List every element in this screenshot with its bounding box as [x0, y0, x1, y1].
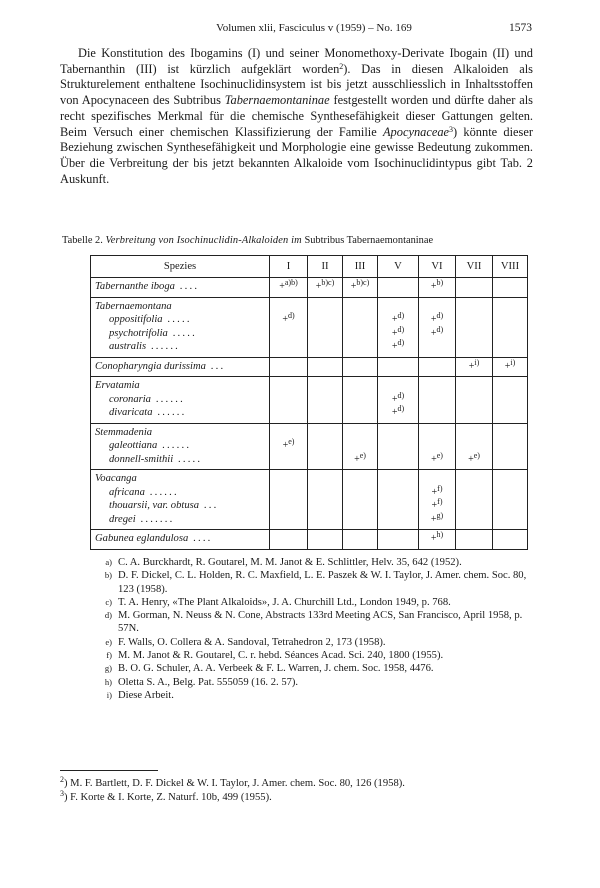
reference-label: e)	[105, 636, 112, 647]
mark-cell	[456, 297, 493, 357]
footnote-ref-3[interactable]: 3	[449, 124, 454, 134]
mark-cell	[308, 297, 343, 357]
footnote-item	[60, 777, 540, 791]
footnote-number: 2	[60, 775, 64, 784]
column-header: III	[343, 256, 378, 278]
reference-item	[90, 636, 527, 649]
table-header-row	[91, 256, 528, 278]
species-name: donnell-smithii	[109, 453, 174, 465]
reference-label: i)	[106, 689, 112, 700]
mark-cell	[378, 470, 419, 530]
table-caption	[62, 235, 540, 246]
mark-cell	[270, 470, 308, 530]
column-header: V	[378, 256, 419, 278]
mark-cell	[343, 377, 378, 424]
mark-cell	[378, 278, 419, 298]
reference-label: d)	[104, 610, 112, 621]
mark-cell: +$^{a)b)}$	[270, 278, 308, 298]
mark-cell	[270, 530, 308, 550]
species-cell: Tabernaemontana oppositifolia ..... psychotrifolia ..... australis ......	[91, 297, 270, 357]
mark-cell	[308, 470, 343, 530]
species-cell: Stemmadenia galeottiana ...... donnell-smithii .....	[91, 423, 270, 470]
mark-cell: +$^{d)}$ +$^{d)}$	[378, 377, 419, 424]
table-row	[91, 470, 528, 530]
mark-cell	[456, 377, 493, 424]
species-name: Voacanga	[95, 473, 137, 484]
footnote-ref-2[interactable]: 2	[339, 61, 344, 71]
column-header: VII	[456, 256, 493, 278]
mark-cell	[308, 530, 343, 550]
mark-cell	[343, 297, 378, 357]
reference-label: c)	[105, 596, 112, 607]
reference-item	[90, 556, 527, 569]
mark-cell	[308, 357, 343, 377]
body-text-2: ). Das in diesen Alkaloiden als Strukturelement enthaltene Isochinuclidinsystem ist bis jetzt ausschliesslich in Inhaltsstoffen von Apocynaceen des Subtribus	[60, 61, 533, 108]
species-name: Conopharyngia durissima	[95, 360, 206, 372]
mark-cell	[378, 423, 419, 470]
reference-label: h)	[104, 676, 112, 687]
mark-cell	[378, 530, 419, 550]
page-number: 1573	[509, 22, 532, 34]
reference-item	[90, 609, 527, 636]
mark-cell	[456, 470, 493, 530]
species-cell: Ervatamia coronaria ...... divaricata ......	[91, 377, 270, 424]
body-term-tabernaemontaninae: Tabernaemontaninae	[224, 93, 330, 108]
mark-cell	[343, 470, 378, 530]
reference-text: M. M. Janot & R. Goutarel, C. r. hebd. Séances Acad. Sci. 240, 1800 (1955).	[118, 650, 444, 662]
body-text-3: festgestellt worden und dürfte daher als recht spezifisches Merkmal für die chemische Synthesefähigkeit dieser Gattungen gelten. Beim Versuch einer chemischen Klassifizierung der Familie	[60, 93, 533, 139]
mark-cell: +$^{d)}$	[270, 297, 308, 357]
mark-cell	[456, 530, 493, 550]
species-cell: Voacanga africana ...... thouarsii, var. obtusa ... dregei .......	[91, 470, 270, 530]
mark-cell: +$^{i)}$	[493, 357, 528, 377]
reference-item	[90, 649, 527, 662]
mark-cell	[270, 377, 308, 424]
mark-cell	[493, 423, 528, 470]
mark-cell	[343, 530, 378, 550]
body-text-4: ) könnte dieser Beziehung zwischen Synthesefähigkeit und Morphologie eine gewisse Bedeutung zukommen. Über die Verbreitung der bis jetzt bekannten Alkaloide vom Isochinuclidintypus gibt Tab. 2 Auskunft.	[60, 124, 533, 186]
mark-cell	[493, 377, 528, 424]
table-row	[91, 423, 528, 470]
caption-tail: Subtribus Tabernaemontaninae	[304, 235, 434, 246]
mark-cell: +$^{d)}$ +$^{d)}$ +$^{d)}$	[378, 297, 419, 357]
mark-cell	[343, 357, 378, 377]
mark-cell: +$^{h)}$	[419, 530, 456, 550]
mark-cell: +$^{b)c)}$	[343, 278, 378, 298]
mark-cell: +$^{e)}$	[456, 423, 493, 470]
species-name: Tabernaemontana	[95, 300, 172, 312]
mark-cell: +$^{b)c)}$	[308, 278, 343, 298]
body-term-apocynaceae: Apocynaceae	[382, 124, 450, 139]
mark-cell	[493, 297, 528, 357]
footnote-number: 3	[60, 789, 64, 798]
mark-cell	[419, 377, 456, 424]
mark-cell: +$^{e)}$	[419, 423, 456, 470]
table-row	[91, 377, 528, 424]
footnote-text: ) M. F. Bartlett, D. F. Dickel & W. I. Taylor, J. Amer. chem. Soc. 80, 126 (1958).	[64, 778, 405, 789]
species-name: Stemmadenia	[95, 426, 153, 438]
reference-item	[90, 689, 527, 702]
column-header: Spezies	[91, 256, 270, 278]
species-cell: Gabunea eglandulosa ....	[91, 530, 270, 550]
mark-cell: +$^{i)}$	[456, 357, 493, 377]
reference-text: Diese Arbeit.	[118, 689, 174, 701]
table-references	[90, 556, 527, 702]
table-row	[91, 297, 528, 357]
mark-cell: +$^{e)}$	[270, 423, 308, 470]
reference-text: C. A. Burckhardt, R. Goutarel, M. M. Janot & E. Schlittler, Helv. 35, 642 (1952).	[118, 557, 462, 568]
reference-item	[90, 569, 527, 596]
footnote-rule	[60, 770, 158, 771]
species-name: dregei	[109, 513, 136, 525]
mark-cell	[270, 357, 308, 377]
species-name: Gabunea eglandulosa	[95, 533, 189, 544]
distribution-table	[90, 255, 528, 550]
reference-label: a)	[105, 557, 112, 567]
species-name: divaricata	[109, 407, 153, 418]
species-name: africana	[109, 486, 145, 498]
mark-cell	[493, 530, 528, 550]
reference-text: F. Walls, O. Collera & A. Sandoval, Tetrahedron 2, 173 (1958).	[118, 636, 386, 648]
table-row	[91, 278, 528, 298]
caption-lead: Tabelle 2.	[62, 235, 103, 246]
reference-text: M. Gorman, N. Neuss & N. Cone, Abstracts 133rd Meeting ACS, San Francisco, April 1958, p. 57N.	[118, 610, 523, 635]
species-name: Tabernanthe iboga	[95, 281, 175, 292]
footnotes	[60, 777, 540, 805]
mark-cell	[378, 357, 419, 377]
table-row	[91, 357, 528, 377]
mark-cell: +$^{e)}$	[343, 423, 378, 470]
reference-item	[90, 662, 527, 675]
species-name: psychotrifolia	[109, 327, 168, 339]
species-name: coronaria	[109, 393, 151, 405]
mark-cell: +$^{b)}$	[419, 278, 456, 298]
species-name: Ervatamia	[95, 380, 140, 391]
column-header: I	[270, 256, 308, 278]
column-header: II	[308, 256, 343, 278]
mark-cell	[493, 278, 528, 298]
reference-item	[90, 596, 527, 609]
mark-cell	[493, 470, 528, 530]
footnote-item	[60, 791, 540, 805]
species-name: galeottiana	[109, 440, 158, 451]
species-cell: Conopharyngia durissima ...	[91, 357, 270, 377]
column-header: VI	[419, 256, 456, 278]
caption-title: Verbreitung von Isochinuclidin-Alkaloiden im	[105, 235, 302, 246]
mark-cell: +$^{d)}$ +$^{d)}$	[419, 297, 456, 357]
reference-text: Oletta S. A., Belg. Pat. 555059 (16. 2. 57).	[118, 676, 299, 688]
species-name: thouarsii, var. obtusa	[109, 500, 200, 511]
mark-cell	[308, 423, 343, 470]
reference-item	[90, 676, 527, 689]
running-title: Volumen xlii, Fasciculus v (1959) – No. 169	[216, 22, 412, 34]
species-name: australis	[109, 341, 147, 352]
body-paragraph	[60, 46, 533, 187]
table-row	[91, 530, 528, 550]
mark-cell	[419, 357, 456, 377]
reference-label: f)	[106, 650, 112, 661]
mark-cell	[456, 278, 493, 298]
mark-cell	[308, 377, 343, 424]
mark-cell: +$^{f)}$ +$^{f)}$ +$^{g)}$	[419, 470, 456, 530]
species-name: oppositifolia	[109, 314, 163, 325]
species-cell: Tabernanthe iboga ....	[91, 278, 270, 298]
reference-label: b)	[104, 570, 112, 581]
reference-text: B. O. G. Schuler, A. A. Verbeek & F. L. Warren, J. chem. Soc. 1958, 4476.	[118, 663, 434, 675]
reference-label: g)	[104, 663, 112, 674]
reference-text: T. A. Henry, «The Plant Alkaloids», J. A. Churchill Ltd., London 1949, p. 768.	[118, 596, 451, 608]
reference-text: D. F. Dickel, C. L. Holden, R. C. Maxfield, L. E. Paszek & W. I. Taylor, J. Amer. chem. Soc. 80, 123 (1958).	[118, 570, 527, 595]
body-text-1: Die Konstitution des Ibogamins (I) und seiner Monomethoxy-Derivate Ibogain (II) und Tabernanthin (III) ist kürzlich aufgeklärt worden	[60, 46, 533, 76]
column-header: VIII	[493, 256, 528, 278]
footnote-text: ) F. Korte & I. Korte, Z. Naturf. 10b, 499 (1955).	[64, 792, 272, 803]
